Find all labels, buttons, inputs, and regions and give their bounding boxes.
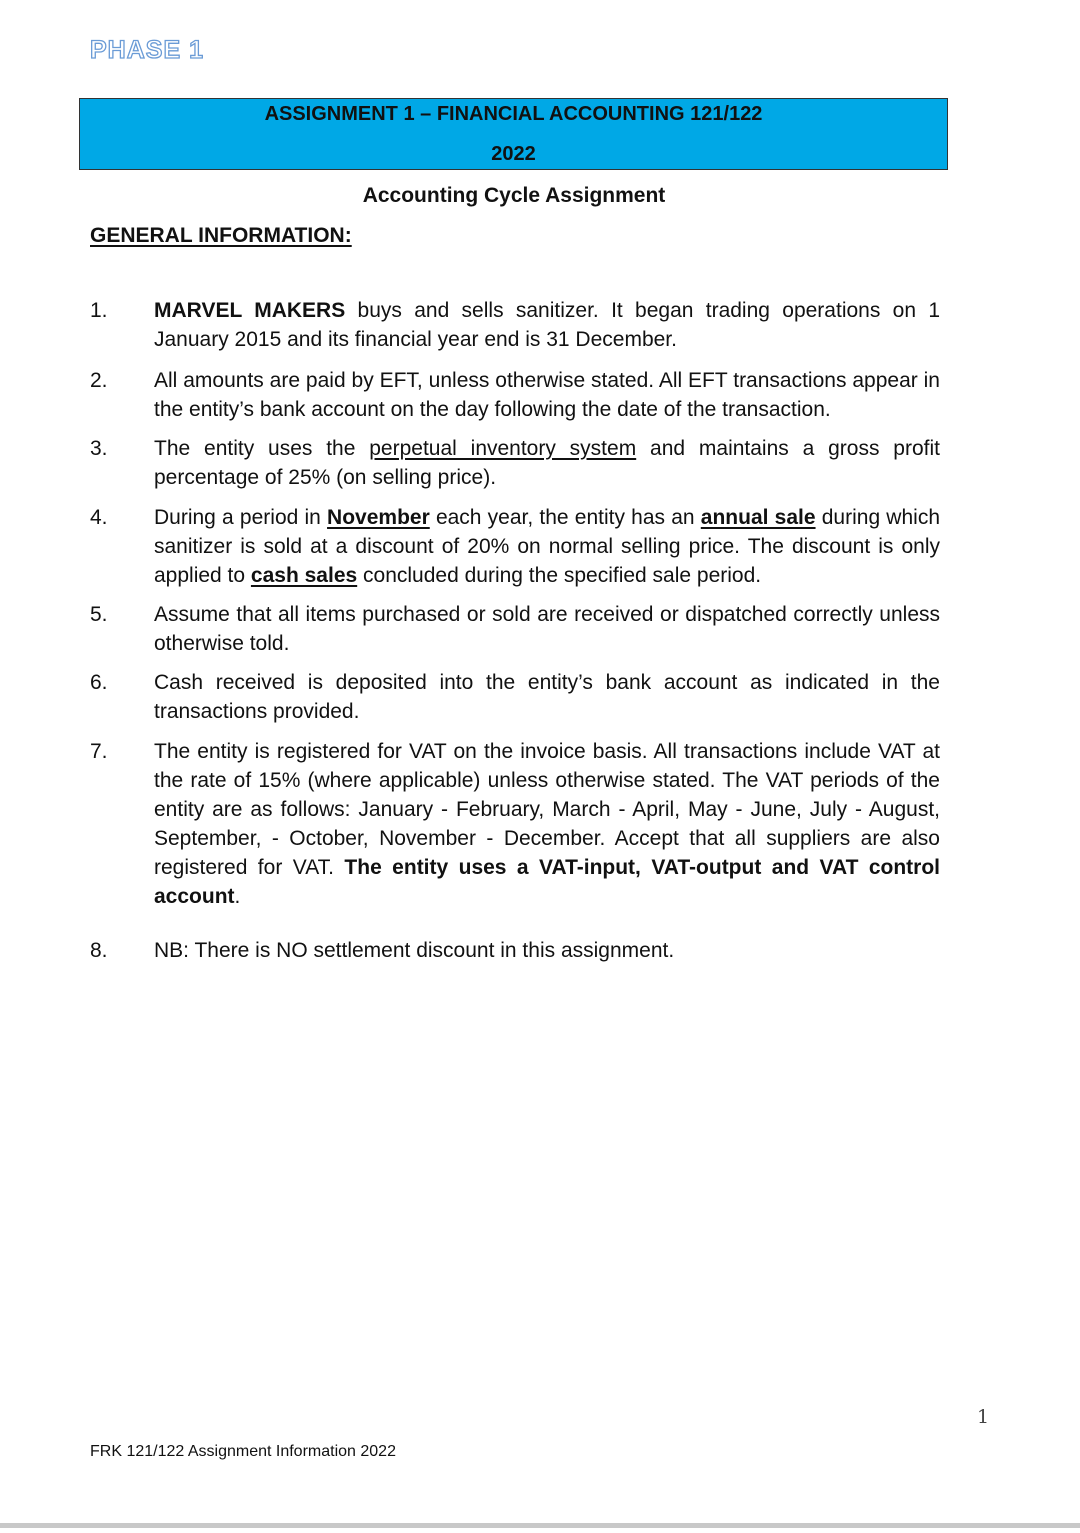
item-text: MARVEL MAKERS buys and sells sanitizer. It began trading operations on 1 January 2015 and its financial year end is 31 December.	[154, 299, 940, 351]
emphasis-annual-sale: annual sale	[700, 506, 816, 529]
title-banner	[79, 98, 948, 170]
item-number: 3.	[90, 437, 108, 460]
item-number: 7.	[90, 740, 108, 763]
list-item-1	[90, 296, 940, 354]
list-item-8	[90, 936, 940, 965]
banner-year: 2022	[491, 143, 536, 165]
phase-label: PHASE 1	[90, 36, 204, 64]
item-text: Cash received is deposited into the entity’s bank account as indicated in the transactions provided.	[154, 671, 940, 723]
list-item-3	[90, 434, 940, 492]
item-text: NB: There is NO settlement discount in this assignment.	[154, 939, 675, 962]
item-text: The entity is registered for VAT on the invoice basis. All transactions include VAT at the rate of 15% (where applicable) unless otherwise stated. The VAT periods of the entity are as follows: January - February, March - April, May - June, July - August, September, - October, November - December. Accept that all suppliers are also registered for VAT. The entity uses a VAT-input, VAT-output and VAT control account.	[154, 740, 941, 908]
underlined-term: perpetual inventory system	[369, 437, 637, 460]
list-item-6	[90, 668, 940, 726]
list-item-7	[90, 737, 940, 911]
item-text: The entity uses the perpetual inventory system and maintains a gross profit percentage of 25% (on selling price).	[154, 437, 940, 489]
emphasis-november: November	[327, 506, 430, 529]
item-number: 6.	[90, 671, 108, 694]
document-subtitle: Accounting Cycle Assignment	[362, 184, 666, 207]
item-number: 5.	[90, 603, 108, 626]
page-number: 1	[977, 1406, 990, 1428]
item-number: 1.	[90, 299, 108, 322]
page-bottom-divider	[0, 1523, 1080, 1528]
list-item-4	[90, 503, 940, 590]
section-heading: GENERAL INFORMATION:	[90, 224, 352, 247]
item-number: 2.	[90, 369, 108, 392]
item-text: Assume that all items purchased or sold are received or dispatched correctly unless otherwise told.	[154, 603, 940, 655]
footer-text: FRK 121/122 Assignment Information 2022	[90, 1443, 396, 1460]
company-name: MARVEL MAKERS	[154, 299, 346, 322]
item-text: All amounts are paid by EFT, unless otherwise stated. All EFT transactions appear in the entity’s bank account on the day following the date of the transaction.	[154, 369, 940, 421]
banner-title: ASSIGNMENT 1 – FINANCIAL ACCOUNTING 121/122	[264, 103, 763, 125]
emphasis-cash-sales: cash sales	[250, 564, 358, 587]
item-number: 8.	[90, 939, 108, 962]
item-text: During a period in November each year, the entity has an annual sale during which sanitizer is sold at a discount of 20% on normal selling price. The discount is only applied to cash sales concluded during the specified sale period.	[154, 506, 941, 587]
vat-accounts-statement: The entity uses a VAT-input, VAT-output and VAT control account	[154, 856, 941, 908]
list-item-2	[90, 366, 940, 424]
list-item-5	[90, 600, 940, 658]
item-number: 4.	[90, 506, 108, 529]
